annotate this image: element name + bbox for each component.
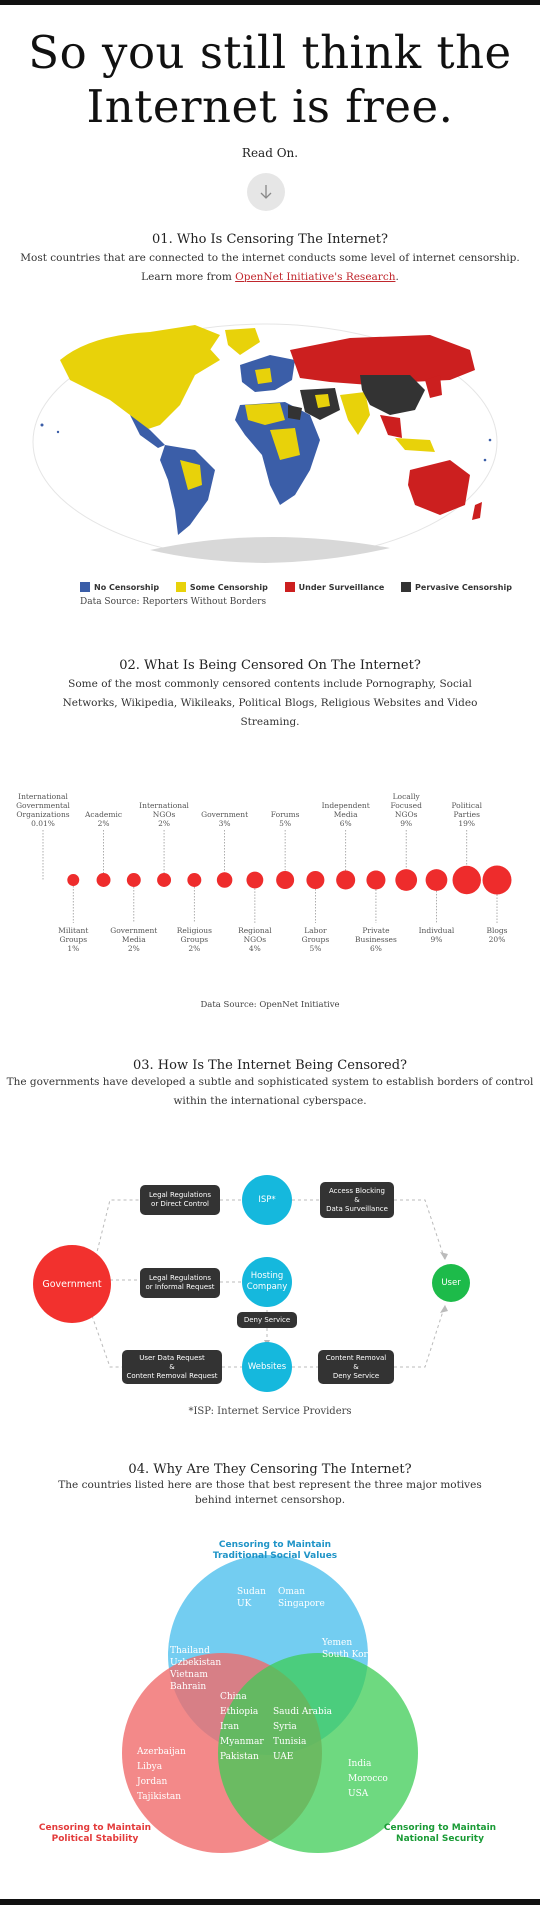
- map-source: Data Source: Reporters Without Borders: [80, 597, 267, 607]
- bubble-value-label: 6%: [369, 944, 382, 953]
- bubble-indivdual: [426, 869, 448, 891]
- bubble-blogs: [483, 866, 512, 895]
- venn-all-three-1: China Ethiopia Iran Myanmar Pakistan: [220, 1692, 264, 1762]
- bubble-category-label: Locally Focused NGOs: [390, 792, 422, 819]
- bubble-government-media: [127, 873, 141, 887]
- section3-heading: 03. How Is The Internet Being Censored?: [132, 1058, 408, 1073]
- bubble-academic: [97, 873, 111, 887]
- legal-direct-control-box: Legal Regulations or Direct Control: [140, 1185, 220, 1215]
- venn-all-three-2: Saudi Arabia Syria Tunisia UAE: [273, 1707, 333, 1762]
- bubble-value-label: 6%: [339, 819, 352, 828]
- bubble-value-label: 2%: [127, 944, 140, 953]
- bubble-category-label: Academic: [85, 810, 123, 819]
- map-legend: [80, 582, 526, 594]
- venn-security-only: India Morocco USA: [348, 1759, 388, 1799]
- venn-social-only-1: Sudan UK: [237, 1587, 266, 1609]
- bubble-value-label: 5%: [309, 944, 322, 953]
- bubble-category-label: Labor Groups: [301, 926, 330, 944]
- bubble-category-label: Religious Groups: [176, 926, 212, 944]
- bubble-label: [427, 801, 507, 828]
- user-data-request-box: User Data Request & Content Removal Request: [122, 1350, 222, 1384]
- bubble-value-label: 5%: [279, 819, 292, 828]
- bubble-category-label: Regional NGOs: [238, 926, 272, 944]
- bubble-category-label: Indivdual: [418, 926, 455, 935]
- section1-heading: 01. Who Is Censoring The Internet?: [152, 232, 388, 247]
- bubble-militant-groups: [67, 874, 79, 886]
- bubble-value-label: 4%: [248, 944, 261, 953]
- bubble-religious-groups: [187, 873, 201, 887]
- top-bar: [0, 0, 540, 5]
- bubble-category-label: Militant Groups: [58, 926, 89, 944]
- bubble-category-label: International NGOs: [139, 801, 189, 819]
- scroll-down-button[interactable]: [247, 173, 285, 211]
- bubble-value-label: 9%: [400, 819, 413, 828]
- world-censorship-map: [30, 320, 500, 565]
- isp-footnote: *ISP: Internet Service Providers: [188, 1406, 352, 1417]
- deny-service-box: Deny Service: [237, 1312, 297, 1328]
- bubble-category-label: Independent Media: [321, 801, 370, 819]
- section3-text: The governments have developed a subtle and sophisticated system to establish borders of control within the international cyberspace.: [6, 1076, 534, 1107]
- section4-heading: 04. Why Are They Censoring The Internet?: [128, 1462, 412, 1477]
- legend-no-censorship: No Censorship: [80, 582, 159, 592]
- section2-text: Some of the most commonly censored contents include Pornography, Social Networks, Wikipedia, Wikileaks, Political Blogs, Religious Websites and Video Streaming.: [62, 678, 478, 728]
- bubble-category-label: Blogs: [486, 926, 508, 935]
- bubble-international-ngos: [157, 873, 171, 887]
- legend-under-surveillance: Under Surveillance: [285, 582, 385, 592]
- bubble-value-label: 3%: [218, 819, 231, 828]
- bubble-category-label: Government: [201, 810, 249, 819]
- hero-title: So you still think the Internet is free.: [28, 26, 512, 133]
- bubble-category-label: Private Businesses: [355, 926, 397, 944]
- bubble-labor-groups: [306, 871, 324, 889]
- isp-node: ISP*: [242, 1175, 292, 1225]
- user-node: User: [432, 1264, 470, 1302]
- opennet-link[interactable]: OpenNet Initiative's Research: [235, 271, 396, 283]
- bubble-independent-media: [336, 870, 355, 889]
- venn-title-social-values: Censoring to Maintain Traditional Social Values: [212, 1540, 338, 1561]
- venn-social-only-2: Oman Singapore: [278, 1587, 325, 1609]
- government-node: Government: [33, 1245, 111, 1323]
- websites-node: Websites: [242, 1342, 292, 1392]
- bubble-locally-focused-ngos: [395, 869, 417, 891]
- bubble-forums: [276, 871, 294, 889]
- bubble-value-label: 2%: [158, 819, 171, 828]
- bubble-value-label: 2%: [97, 819, 110, 828]
- chart-source: Data Source: OpenNet Initiative: [200, 1000, 340, 1010]
- venn-political-only: Azerbaijan Libya Jordan Tajikistan: [137, 1747, 186, 1802]
- bubble-value-label: 1%: [67, 944, 80, 953]
- bubble-government: [217, 872, 233, 888]
- bubble-regional-ngos: [246, 872, 263, 889]
- bottom-bar: [0, 1899, 540, 1905]
- bubble-category-label: Political Parties: [451, 801, 482, 819]
- hosting-company-node: Hosting Company: [242, 1257, 292, 1307]
- venn-social-security: Yemen South Korea: [322, 1638, 379, 1660]
- legend-some-censorship: Some Censorship: [176, 582, 268, 592]
- read-on-label[interactable]: Read On.: [241, 146, 299, 160]
- bubble-value-label: 0.01%: [31, 819, 55, 828]
- bubble-value-label: 9%: [430, 935, 443, 944]
- legal-informal-request-box: Legal Regulations or Informal Request: [140, 1268, 220, 1298]
- bubble-category-label: Forums: [270, 810, 300, 819]
- bubble-value-label: 2%: [188, 944, 201, 953]
- bubble-political-parties: [453, 866, 481, 894]
- bubble-private-businesses: [366, 870, 385, 889]
- bubble-category-label: Government Media: [110, 926, 158, 944]
- bubble-value-label: 20%: [488, 935, 506, 944]
- venn-title-national-security: Censoring to Maintain National Security: [383, 1823, 497, 1844]
- section4-text: The countries listed here are those that best represent the three major motives behind internet censorshop.: [58, 1479, 482, 1506]
- arrow-down-icon: [257, 183, 275, 201]
- legend-pervasive-censorship: Pervasive Censorship: [401, 582, 512, 592]
- section2-heading: 02. What Is Being Censored On The Internet?: [119, 658, 421, 673]
- bubble-label: [457, 926, 537, 944]
- bubble-category-label: International Governmental Organizations: [16, 792, 70, 819]
- section1-text: Most countries that are connected to the internet conducts some level of internet censorship. Learn more from OpenNet Initiative's Research.: [20, 252, 520, 283]
- bubble-value-label: 19%: [458, 819, 476, 828]
- access-blocking-box: Access Blocking & Data Surveillance: [320, 1182, 394, 1218]
- venn-social-political: Thailand Uzbekistan Vietnam Bahrain: [170, 1646, 222, 1692]
- content-removal-box: Content Removal & Deny Service: [318, 1350, 394, 1384]
- venn-title-political-stability: Censoring to Maintain Political Stability: [38, 1823, 152, 1844]
